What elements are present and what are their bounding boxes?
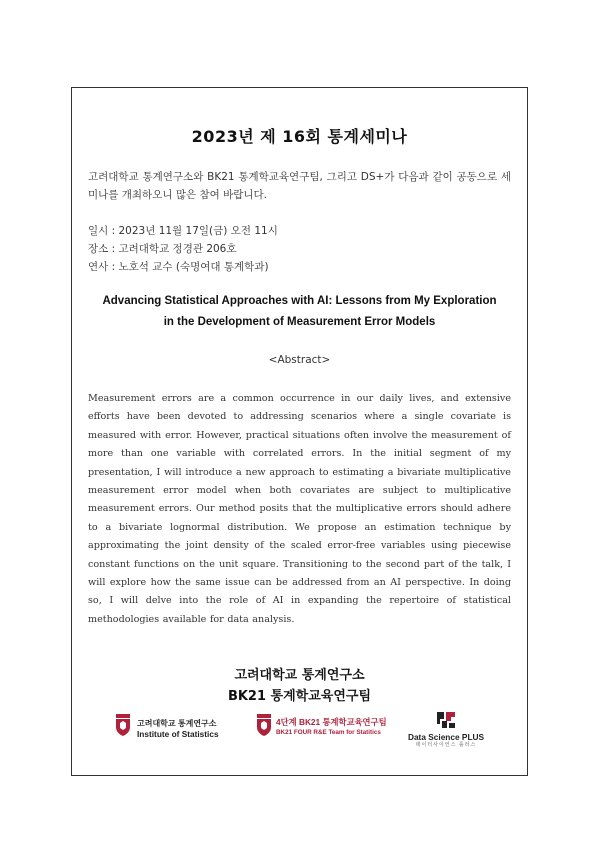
seminar-notice-frame	[71, 87, 528, 776]
institute-logo-ko: 고려대학교 통계연구소	[137, 719, 217, 728]
talk-title	[84, 291, 515, 333]
seminar-info	[88, 222, 278, 276]
intro-paragraph: 고려대학교 통계연구소와 BK21 통계학교육연구팀, 그리고 DS+가 다음과 같이 공동으로 세미나를 개최하오니 많은 참여 바랍니다.	[88, 171, 511, 201]
institute-logo	[115, 710, 235, 746]
organizer-bk21: BK21 통계학교육연구팀	[227, 689, 372, 704]
dsplus-logo	[400, 710, 492, 746]
logo-row	[72, 710, 527, 750]
abstract-label: <Abstract>	[268, 354, 331, 366]
crest-icon	[115, 714, 131, 736]
abstract-text: Measurement errors are a common occurrence in our daily lives, and extensive efforts have been devoted to addressing scenarios where a single covariate is measured with error. However, practical situations often involve the measurement of more than one variable with correlated errors. In the initial segment of my presentation, I will introduce a new approach to estimating a bivariate multiplicative measurement error model when both covariates are subject to multiplicative measurement errors. Our method posits that the multiplicative errors should adhere to a bivariate lognormal distribution. We propose an estimation technique by approximating the joint density of the scaled error-free variables using piecewise constant functions on the unit square. Transitioning to the second part of the talk, I will explore how the same issue can be addressed from an AI perspective. In doing so, I will delve into the role of AI in expanding the repertoire of statistical methodologies available for data analysis.	[88, 393, 511, 625]
bk21-logo	[256, 710, 387, 746]
page-title: 2023년 제 16회 통계세미나	[191, 127, 408, 146]
ds-plus-mark-icon	[435, 710, 457, 730]
info-date: 일시 : 2023년 11월 17일(금) 오전 11시	[88, 225, 278, 237]
crest-icon	[256, 714, 272, 736]
info-place: 장소 : 고려대학교 정경관 206호	[88, 243, 237, 255]
bk21-logo-en: BK21 FOUR R&E Team for Statitics	[276, 729, 381, 736]
organizer-institute: 고려대학교 통계연구소	[234, 668, 365, 683]
info-speaker: 연사 : 노호석 교수 (숙명여대 통계학과)	[88, 261, 269, 273]
dsplus-logo-en: Data Science PLUS	[407, 732, 485, 742]
institute-logo-en: Institute of Statistics	[137, 729, 219, 739]
bk21-logo-ko: 4단계 BK21 통계학교육연구팀	[276, 717, 387, 727]
dsplus-logo-ko: 데이터사이언스 플러스	[415, 742, 477, 748]
talk-title-line1: Advancing Statistical Approaches with AI: Lessons from My Exploration	[102, 295, 497, 307]
talk-title-line2: in the Development of Measurement Error Models	[163, 316, 436, 328]
